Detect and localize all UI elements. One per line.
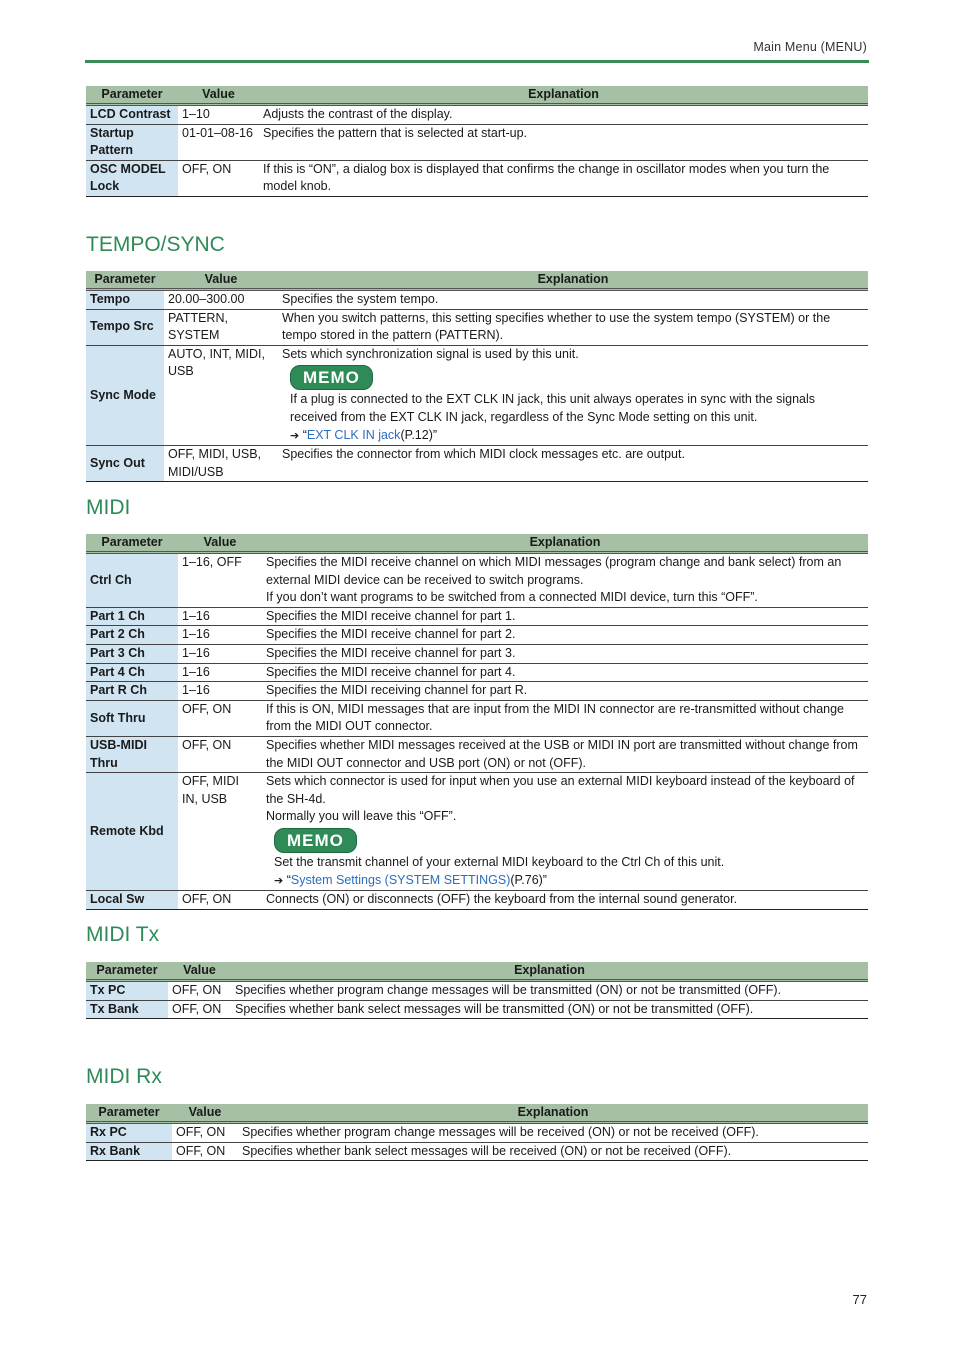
param-explanation: Specifies whether MIDI messages received at the USB or MIDI IN port are transmitted without change from the MIDI OUT connector and USB port (ON) or not (OFF). [262,736,868,772]
param-value: OFF, MIDI IN, USB [178,773,262,891]
header-value: Value [172,1104,238,1123]
param-name: Rx PC [86,1123,172,1143]
header-explanation: Explanation [259,86,868,105]
table-row [86,345,868,445]
header-parameter: Parameter [86,534,178,553]
param-value: 01-01–08-16 [178,124,259,160]
header-parameter: Parameter [86,271,164,290]
memo-badge: MEMO [290,365,373,390]
table-row [86,891,868,910]
param-value: PATTERN, SYSTEM [164,309,278,345]
table-header-row [86,271,868,290]
param-name: Soft Thru [86,700,178,736]
param-value: OFF, ON [168,981,231,1001]
arrow-right-icon: ➔ [274,874,284,887]
param-name: Part 3 Ch [86,644,178,663]
param-value: AUTO, INT, MIDI, USB [164,345,278,445]
param-name: Sync Out [86,446,164,482]
param-explanation: Specifies whether bank select messages will be received (ON) or not be received (OFF). [238,1142,868,1161]
param-explanation: Connects (ON) or disconnects (OFF) the keyboard from the internal sound generator. [262,891,868,910]
param-name: Local Sw [86,891,178,910]
table-row [86,446,868,482]
table-row [86,160,868,196]
header-explanation: Explanation [238,1104,868,1123]
header-parameter: Parameter [86,86,178,105]
param-name: USB-MIDI Thru [86,736,178,772]
running-header: Main Menu (MENU) [753,40,867,54]
param-value: OFF, MIDI, USB, MIDI/USB [164,446,278,482]
table-row [86,682,868,701]
param-value: OFF, ON [172,1123,238,1143]
header-explanation: Explanation [231,962,868,981]
param-name: Tempo [86,290,164,310]
param-name: Tx PC [86,981,168,1001]
param-explanation: Specifies whether program change messages will be transmitted (ON) or not be transmitted (OFF). [231,981,868,1001]
param-name: Part 1 Ch [86,607,178,626]
param-name: Tempo Src [86,309,164,345]
header-rule [85,60,869,63]
ref-prefix: “ [302,427,307,442]
header-value: Value [178,534,262,553]
param-explanation: Specifies the MIDI receive channel for part 1. [262,607,868,626]
general-settings-table [86,86,868,197]
param-explanation: Specifies whether bank select messages will be transmitted (ON) or not be transmitted (OFF). [231,1000,868,1019]
param-name: Remote Kbd [86,773,178,891]
param-explanation: If this is “ON”, a dialog box is displayed that confirms the change in oscillator modes when you turn the model knob. [259,160,868,196]
param-name: Ctrl Ch [86,553,178,608]
table-row [86,700,868,736]
table-row [86,1123,868,1143]
table-row [86,290,868,310]
param-explanation: Specifies the MIDI receive channel for part 2. [262,626,868,645]
explanation-text: Sets which connector is used for input when you use an external MIDI keyboard instead of the keyboard of the SH-4d. [266,774,855,806]
header-parameter: Parameter [86,962,168,981]
param-value: 1–16, OFF [178,553,262,608]
midi-tx-table [86,962,868,1019]
table-row [86,663,868,682]
table-row [86,105,868,125]
param-value: 1–16 [178,626,262,645]
table-header-row [86,534,868,553]
param-value: OFF, ON [178,736,262,772]
system-settings-link[interactable]: System Settings (SYSTEM SETTINGS) [290,872,511,887]
param-name: Part 2 Ch [86,626,178,645]
explanation-text: Specifies the MIDI receive channel on which MIDI messages (program change and bank select) from an external MIDI device can be received to switch programs. [266,555,842,587]
memo-badge: MEMO [274,828,357,853]
table-row [86,1142,868,1161]
param-value: OFF, ON [178,700,262,736]
section-title-midi-rx: MIDI Rx [86,1065,162,1088]
param-name: Sync Mode [86,345,164,445]
param-value: 1–16 [178,682,262,701]
section-title-midi: MIDI [86,496,131,519]
param-explanation: Adjusts the contrast of the display. [259,105,868,125]
memo-text [282,391,864,445]
header-explanation: Explanation [262,534,868,553]
tempo-sync-table [86,271,868,482]
param-value: 1–16 [178,644,262,663]
memo-text [266,854,864,890]
param-value: 20.00–300.00 [164,290,278,310]
param-name: Part 4 Ch [86,663,178,682]
param-value: OFF, ON [178,891,262,910]
param-name: OSC MODEL Lock [86,160,178,196]
section-title-tempo-sync: TEMPO/SYNC [86,233,225,256]
ext-clk-in-link[interactable]: EXT CLK IN jack [306,427,401,442]
header-explanation: Explanation [278,271,868,290]
section-title-midi-tx: MIDI Tx [86,923,160,946]
memo-body: If a plug is connected to the EXT CLK IN jack, this unit always operates in sync with the signals received from the EXT CLK IN jack, regardless of the Sync Mode setting on this unit. [290,392,816,424]
header-parameter: Parameter [86,1104,172,1123]
explanation-text-2: If you don’t want programs to be switched from a connected MIDI device, turn this “OFF”. [266,590,758,605]
table-header-row [86,962,868,981]
table-header-row [86,1104,868,1123]
param-explanation: Specifies whether program change messages will be received (ON) or not be received (OFF). [238,1123,868,1143]
table-row [86,626,868,645]
param-explanation: Specifies the connector from which MIDI clock messages etc. are output. [278,446,868,482]
param-explanation [262,553,868,608]
param-name: Part R Ch [86,682,178,701]
param-value: 1–16 [178,663,262,682]
header-value: Value [178,86,259,105]
ref-suffix: (P.12)” [400,427,438,442]
param-explanation: Specifies the system tempo. [278,290,868,310]
header-value: Value [164,271,278,290]
param-value: OFF, ON [172,1142,238,1161]
param-value: 1–16 [178,607,262,626]
explanation-text-2: Normally you will leave this “OFF”. [266,809,457,824]
table-row [86,309,868,345]
header-value: Value [168,962,231,981]
param-explanation: Specifies the MIDI receive channel for part 4. [262,663,868,682]
table-row [86,773,868,891]
param-explanation: When you switch patterns, this setting specifies whether to use the system tempo (SYSTEM) or the tempo stored in the pattern (PATTERN). [278,309,868,345]
midi-table [86,534,868,910]
table-row [86,644,868,663]
param-name: Startup Pattern [86,124,178,160]
param-value: OFF, ON [168,1000,231,1019]
param-explanation: Specifies the MIDI receive channel for part 3. [262,644,868,663]
table-row [86,553,868,608]
param-name: LCD Contrast [86,105,178,125]
param-explanation [262,773,868,891]
param-explanation: If this is ON, MIDI messages that are input from the MIDI IN connector are re-transmitted without change from the MIDI OUT connector. [262,700,868,736]
table-row [86,1000,868,1019]
param-name: Rx Bank [86,1142,172,1161]
page-number: 77 [852,1292,867,1307]
param-explanation [278,345,868,445]
param-explanation: Specifies the MIDI receiving channel for part R. [262,682,868,701]
table-row [86,981,868,1001]
explanation-text: Sets which synchronization signal is used by this unit. [282,346,579,361]
table-header-row [86,86,868,105]
table-row [86,124,868,160]
param-name: Tx Bank [86,1000,168,1019]
ref-prefix: “ [286,872,291,887]
param-value: OFF, ON [178,160,259,196]
arrow-right-icon: ➔ [290,429,300,442]
param-value: 1–10 [178,105,259,125]
ref-suffix: (P.76)” [510,872,547,887]
table-row [86,607,868,626]
table-row [86,736,868,772]
param-explanation: Specifies the pattern that is selected at start-up. [259,124,868,160]
midi-rx-table [86,1104,868,1161]
memo-body: Set the transmit channel of your external MIDI keyboard to the Ctrl Ch of this unit. [274,854,725,869]
